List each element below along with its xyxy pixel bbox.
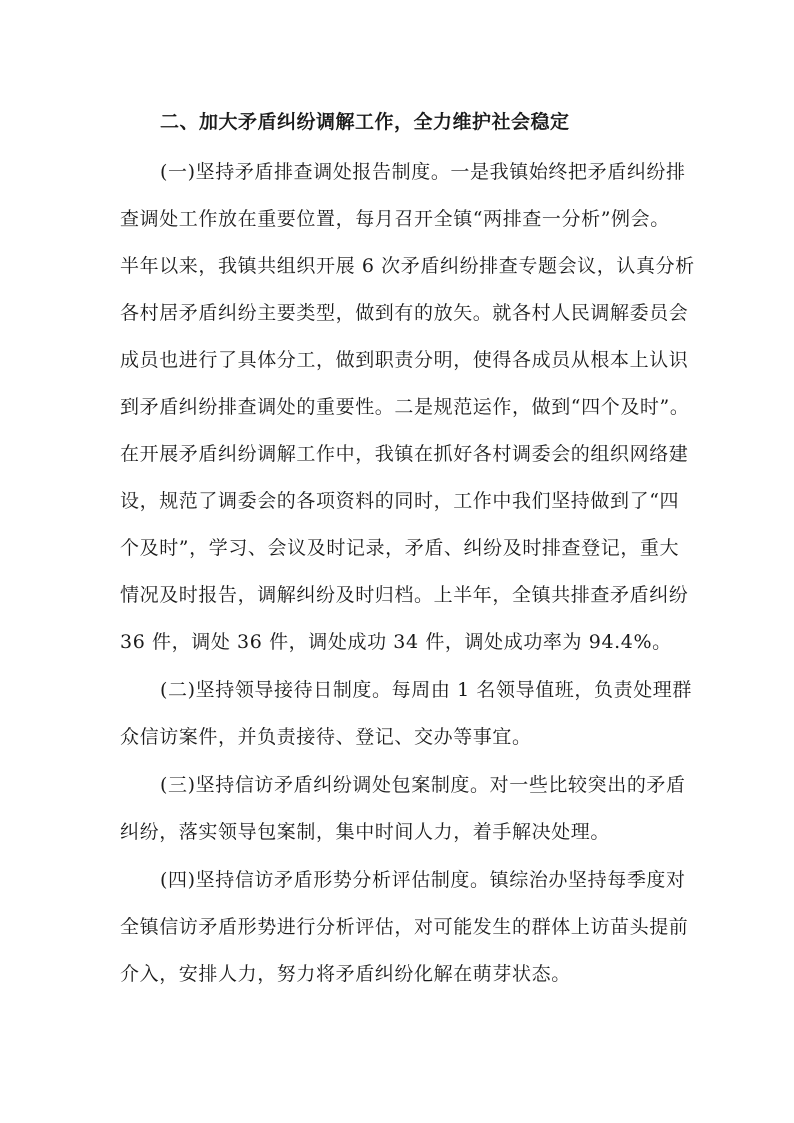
paragraph-line: 在开展矛盾纠纷调解工作中，我镇在抓好各村调委会的组织网络建 [120,443,689,465]
paragraph-line: 半年以来，我镇共组织开展 6 次矛盾纠纷排查专题会议，认真分析 [120,255,695,277]
paragraph-line: (三)坚持信访矛盾纠纷调处包案制度。对一些比较突出的矛盾 [160,774,686,796]
paragraph-line: 个及时”，学习、会议及时记录，矛盾、纠纷及时排查登记，重大 [120,537,680,559]
paragraph-line: 介入，安排人力，努力将矛盾纠纷化解在萌芽状态。 [120,963,571,985]
paragraph-line: 36 件，调处 36 件，调处成功 34 件，调处成功率为 94.4%。 [120,631,672,653]
paragraph-line: 成员也进行了具体分工，做到职责分明，使得各成员从根本上认识 [120,349,689,371]
paragraph-line: 查调处工作放在重要位置，每月召开全镇“两排查一分析”例会。 [120,208,670,230]
paragraph-line: 众信访案件，并负责接待、登记、交办等事宜。 [120,726,532,748]
paragraph-line: 设，规范了调委会的各项资料的同时，工作中我们坚持做到了“四 [120,490,680,512]
paragraph-line: (二)坚持领导接待日制度。每周由 1 名领导值班，负责处理群 [160,679,692,701]
section-heading: 二、加大矛盾纠纷调解工作，全力维护社会稳定 [160,111,570,133]
paragraph-line: 全镇信访矛盾形势进行分析评估，对可能发生的群体上访苗头提前 [120,916,689,938]
paragraph-line: 纠纷，落实领导包案制，集中时间人力，着手解决处理。 [120,821,611,843]
paragraph-line: 情况及时报告，调解纠纷及时归档。上半年，全镇共排查矛盾纠纷 [120,584,689,606]
paragraph-line: (四)坚持信访矛盾形势分析评估制度。镇综治办坚持每季度对 [160,869,686,891]
paragraph-line: 到矛盾纠纷排查调处的重要性。二是规范运作，做到“四个及时”。 [120,396,690,418]
paragraph-line: 各村居矛盾纠纷主要类型，做到有的放矢。就各村人民调解委员会 [120,302,689,324]
paragraph-line: (一)坚持矛盾排查调处报告制度。一是我镇始终把矛盾纠纷排 [160,161,686,183]
